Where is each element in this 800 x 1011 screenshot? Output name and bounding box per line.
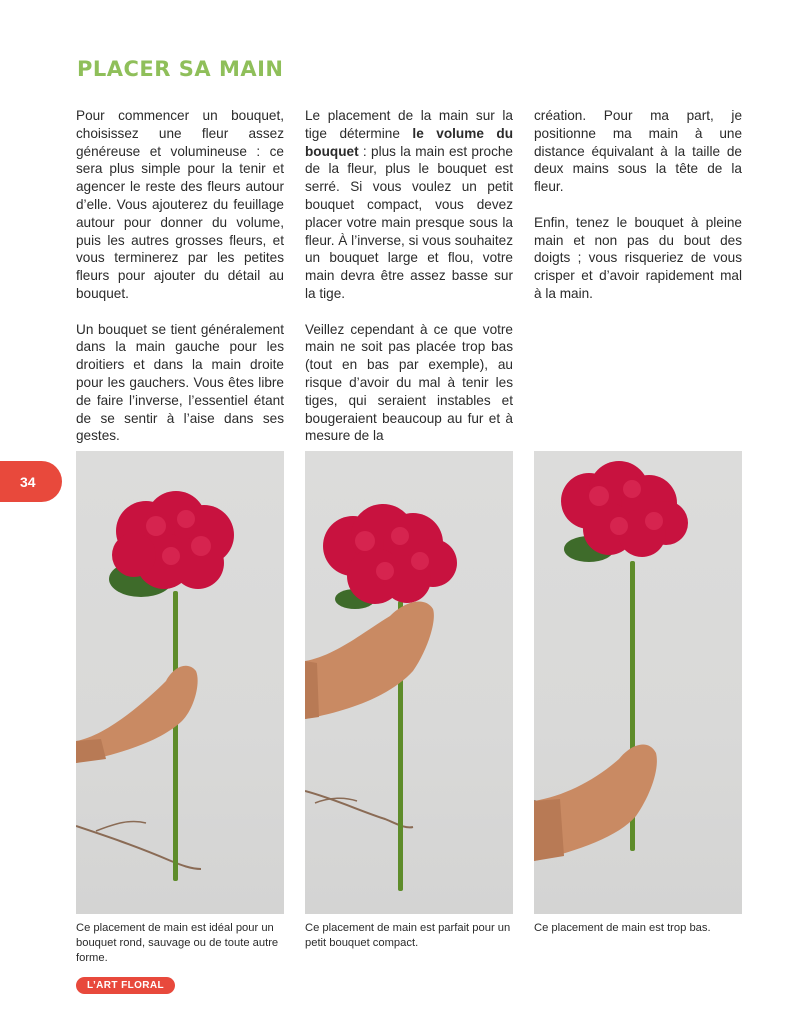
page-number-tab bbox=[0, 461, 62, 502]
paragraph: création. Pour ma part, je positionne ma main à une distance équivalant à la taille de deux mains sous la tête de la fleur. bbox=[534, 108, 742, 195]
paragraph-text: Le placement de la main sur la tige détermine bbox=[305, 108, 513, 141]
footer-section-tag bbox=[76, 977, 175, 994]
paragraph: Veillez cependant à ce que votre main ne soit pas placée trop bas (tout en bas par exemple), au risque d’avoir du mal à tenir les tiges, qui seraient instables et bougeraient beaucoup au fur et à mesure de la bbox=[305, 321, 513, 444]
photo-caption: Ce placement de main est parfait pour un petit bouquet compact. bbox=[305, 922, 511, 949]
flower-hand-illustration bbox=[534, 451, 742, 914]
photo-hand-too-low bbox=[534, 451, 742, 914]
paragraph bbox=[305, 107, 513, 303]
photo-caption: Ce placement de main est idéal pour un bouquet rond, sauvage ou de toute autre forme. bbox=[76, 922, 279, 964]
photo-hand-mid-stem bbox=[76, 451, 284, 914]
photo-hand-under-flower bbox=[305, 451, 513, 914]
footer-label: L’ART FLORAL bbox=[87, 980, 165, 991]
paragraph: Un bouquet se tient généralement dans la main gauche pour les droitiers et dans la main droite pour les gauchers. Vous êtes libre de faire l’inverse, l’essentiel étant de se sentir à l’aise dans ses gestes. bbox=[76, 321, 284, 444]
paragraph: Pour commencer un bouquet, choisissez une fleur assez généreuse et volumineuse : ce sera plus simple pour la tenir et agencer le reste des fleurs autour d’elle. Vous ajouterez du feuillage autour pour donner du volume, puis les autres grosses fleurs, et vous terminerez par les petites fleurs pour ajouter du détail au bouquet. bbox=[76, 108, 284, 301]
section-title: PLACER SA MAIN bbox=[77, 57, 284, 81]
text-column-1 bbox=[76, 107, 284, 463]
text-column-2 bbox=[305, 107, 513, 463]
bold-phrase: le volume du bouquet bbox=[305, 125, 514, 159]
paragraph-text: : plus la main est proche de la fleur, plus le bouquet est serré. Si vous voulez un petit bouquet compact, vous devez placer votre main presque sous la fleur. À l’inverse, si vous souhaitez un bouquet large et flou, votre main devra être assez basse sur la tige. bbox=[305, 143, 513, 301]
page-number: 34 bbox=[20, 473, 36, 490]
text-column-3 bbox=[534, 107, 742, 321]
photo-caption: Ce placement de main est trop bas. bbox=[534, 922, 711, 934]
paragraph: Enfin, tenez le bouquet à pleine main et non pas du bout des doigts ; vous risqueriez de vous crisper et d’avoir rapidement mal à la main. bbox=[534, 214, 742, 301]
flower-hand-illustration bbox=[76, 451, 284, 914]
flower-hand-illustration bbox=[305, 451, 513, 914]
